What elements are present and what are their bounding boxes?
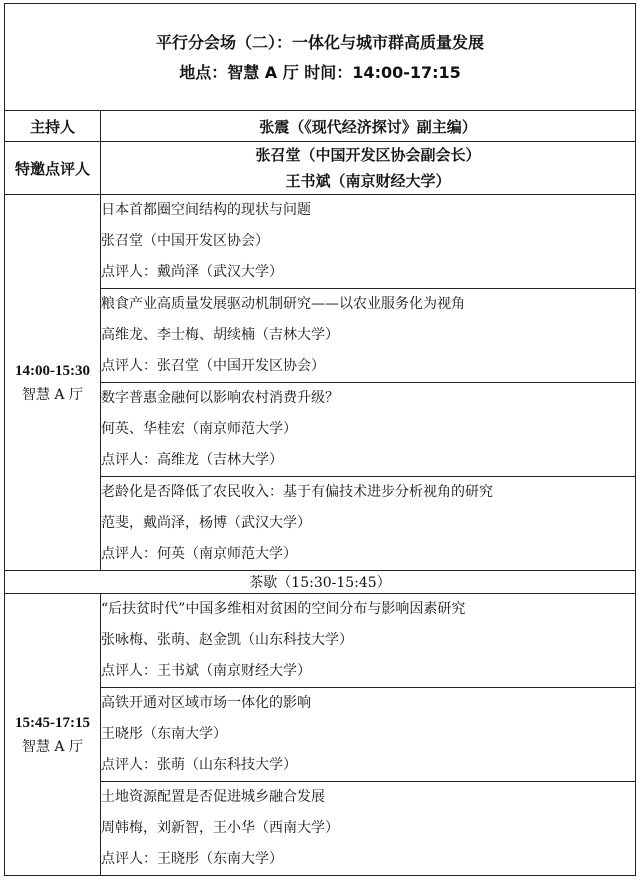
slot-time: 15:45-17:15 [15, 714, 90, 731]
paper-entry [101, 195, 636, 289]
paper-authors: 何英、华桂宏（南京师范大学） [101, 421, 297, 437]
slot-room: 智慧 A 厅 [21, 386, 83, 403]
time-slot-2 [5, 594, 101, 876]
paper-title: 日本首都圈空间结构的现状与问题 [101, 202, 311, 218]
paper-entry [101, 782, 636, 876]
guest-names [101, 142, 636, 195]
paper-entry [101, 289, 636, 383]
paper-reviewer: 点评人：何英（南京师范大学） [101, 546, 297, 562]
session-location-time: 地点：智慧 A 厅 时间：14:00-17:15 [179, 63, 461, 82]
paper-authors: 王晓彤（东南大学） [101, 726, 227, 742]
paper-reviewer: 点评人：王书斌（南京财经大学） [101, 663, 311, 679]
paper-reviewer: 点评人：王晓彤（东南大学） [101, 851, 283, 867]
tea-break: 茶歇（15:30-15:45） [5, 571, 636, 594]
paper-title: 老龄化是否降低了农民收入：基于有偏技术进步分析视角的研究 [101, 484, 493, 500]
paper-authors: 张咏梅、张萌、赵金凯（山东科技大学） [101, 632, 353, 648]
paper-title: “后扶贫时代”中国多维相对贫困的空间分布与影响因素研究 [101, 601, 466, 617]
guest-name: 张召堂（中国开发区协会副会长） [255, 146, 481, 164]
paper-title: 粮食产业高质量发展驱动机制研究——以农业服务化为视角 [101, 296, 465, 312]
paper-reviewer: 点评人：张召堂（中国开发区协会） [101, 358, 325, 374]
paper-entry [101, 383, 636, 477]
paper-title: 数字普惠金融何以影响农村消费升级？ [101, 390, 339, 406]
guest-label: 特邀点评人 [5, 142, 101, 195]
paper-reviewer: 点评人：高维龙（吉林大学） [101, 452, 283, 468]
paper-reviewer: 点评人：张萌（山东科技大学） [101, 757, 297, 773]
host-label: 主持人 [5, 111, 101, 142]
session-title: 平行分会场（二）：一体化与城市群高质量发展 [156, 33, 485, 52]
paper-authors: 范斐，戴尚泽，杨博（武汉大学） [101, 515, 311, 531]
paper-entry [101, 477, 636, 571]
paper-authors: 周韩梅，刘新智，王小华（西南大学） [101, 820, 339, 836]
time-slot-1 [5, 195, 101, 571]
paper-authors: 张召堂（中国开发区协会） [101, 233, 269, 249]
slot-time: 14:00-15:30 [15, 362, 90, 379]
paper-entry [101, 594, 636, 688]
session-header [5, 4, 636, 111]
slot-room: 智慧 A 厅 [21, 738, 83, 755]
schedule-table [4, 3, 636, 876]
paper-title: 土地资源配置是否促进城乡融合发展 [101, 789, 325, 805]
paper-reviewer: 点评人：戴尚泽（武汉大学） [101, 264, 283, 280]
guest-name: 王书斌（南京财经大学） [285, 172, 451, 190]
paper-title: 高铁开通对区域市场一体化的影响 [101, 695, 311, 711]
paper-authors: 高维龙、李士梅、胡续楠（吉林大学） [101, 327, 339, 343]
host-value: 张震（《现代经济探讨》副主编） [101, 111, 636, 142]
paper-entry [101, 688, 636, 782]
